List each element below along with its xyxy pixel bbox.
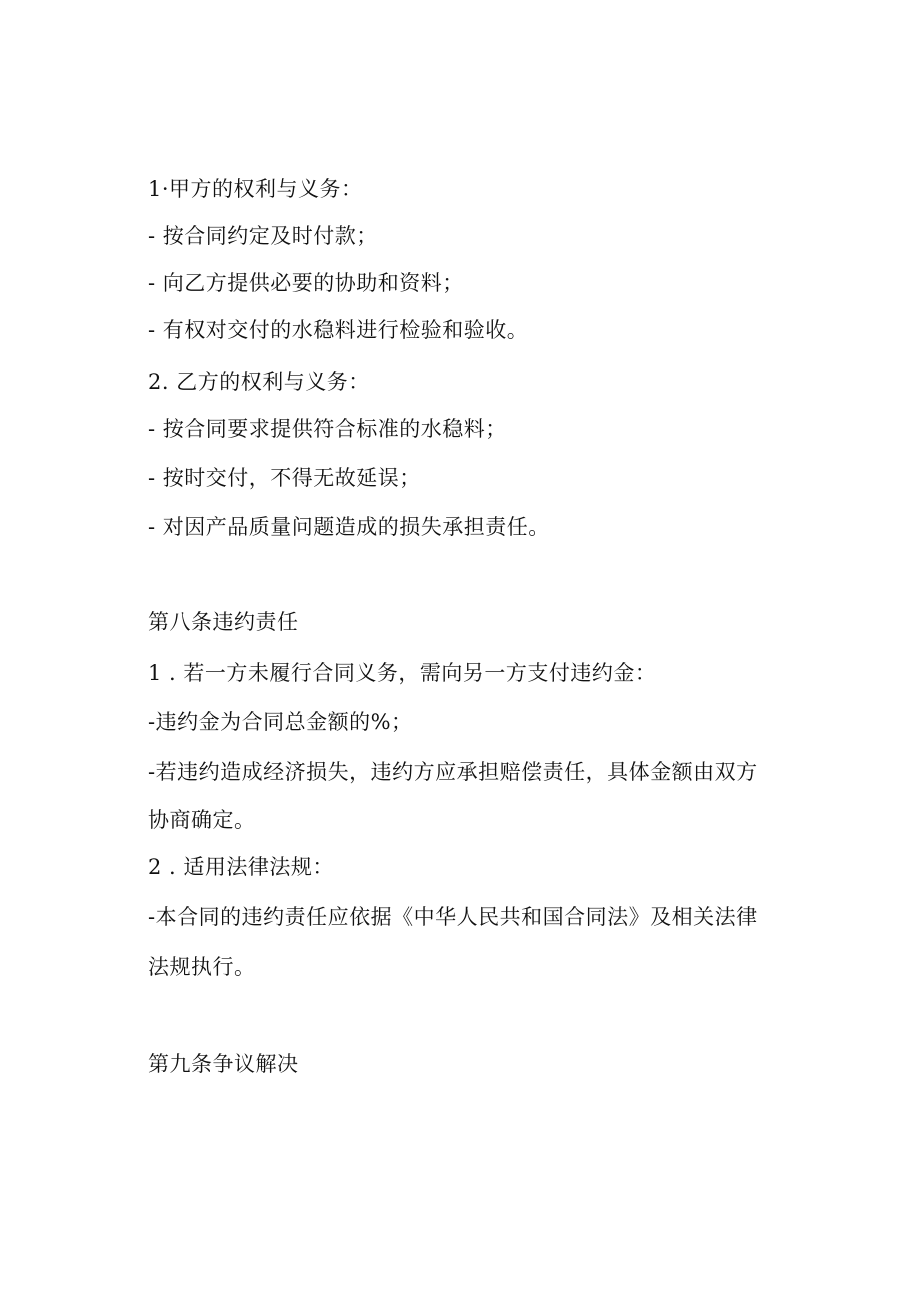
party-a-point-inspection: - 有权对交付的水稳料进行检验和验收。 [148,318,529,342]
party-b-point-standard: - 按合同要求提供符合标准的水稳料； [148,417,507,441]
applicable-law-line2: 法规执行。 [148,955,256,979]
breach-item-1-title: 1 . 若一方未履行合同义务，需向另一方支付违约金： [148,661,657,685]
breach-penalty-rate: -违约金为合同总金额的%； [148,710,413,734]
party-a-point-assistance: - 向乙方提供必要的协助和资料； [148,271,464,295]
section-8-heading: 第八条违约责任 [148,610,299,634]
party-b-rights-title: 2. 乙方的权利与义务： [148,370,370,394]
party-a-rights-title: 1·甲方的权利与义务： [148,177,363,201]
breach-compensation-line1: -若违约造成经济损失，违约方应承担赔偿责任，具体金额由双方 [148,760,758,784]
applicable-law-line1: -本合同的违约责任应依据《中华人民共和国合同法》及相关法律 [148,905,758,929]
party-a-point-payment: - 按合同约定及时付款； [148,224,378,248]
breach-compensation-line2: 协商确定。 [148,808,256,832]
section-9-heading: 第九条争议解决 [148,1052,299,1076]
party-b-point-delivery: - 按时交付，不得无故延误； [148,466,421,490]
breach-item-2-title: 2 . 适用法律法规： [148,855,334,879]
party-b-point-liability: - 对因产品质量问题造成的损失承担责任。 [148,515,550,539]
